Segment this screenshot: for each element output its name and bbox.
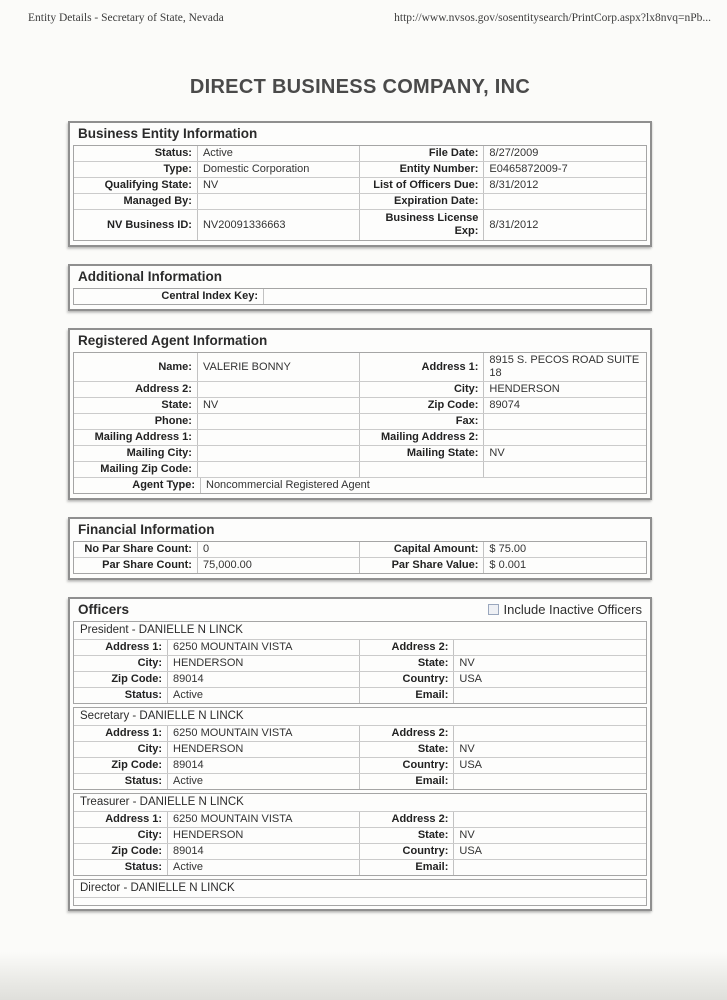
- field-value: 89014: [173, 845, 204, 857]
- field-pair: [360, 758, 646, 773]
- field-value: 89014: [173, 759, 204, 771]
- field-value: 6250 MOUNTAIN VISTA: [173, 727, 293, 739]
- officer-role-heading: Secretary - DANIELLE N LINCK: [74, 708, 646, 726]
- field-label: Address 1:: [74, 640, 168, 655]
- field-value: [484, 421, 646, 423]
- field-value: [198, 201, 359, 203]
- field-value: NV: [202, 399, 219, 411]
- field-value: 89074: [489, 399, 520, 411]
- field-pair: [360, 828, 646, 843]
- field-label: Address 1:: [360, 353, 484, 381]
- field-pair: [74, 672, 360, 687]
- field-pair: [360, 774, 646, 789]
- section-title: Additional Information: [78, 269, 222, 284]
- officer-block: [73, 793, 647, 876]
- section-officers: [68, 597, 652, 911]
- field-value: USA: [459, 759, 482, 771]
- field-label: Email:: [360, 774, 454, 789]
- field-value: [198, 389, 359, 391]
- field-label: State:: [360, 742, 454, 757]
- field-label: Entity Number:: [360, 162, 484, 177]
- field-value: 8/31/2012: [489, 179, 539, 191]
- officer-block: [73, 879, 647, 906]
- section-financial-information: [68, 517, 652, 580]
- field-value: Active: [173, 775, 204, 787]
- table-row: [74, 827, 646, 843]
- field-value: [198, 453, 359, 455]
- field-label: Par Share Value:: [360, 558, 484, 573]
- table-row: [74, 542, 646, 557]
- field-pair: [360, 353, 646, 381]
- field-value: 8/27/2009: [489, 147, 539, 159]
- section-title: Financial Information: [78, 522, 215, 537]
- field-pair: [74, 446, 360, 461]
- field-pair: [360, 688, 646, 703]
- field-value: [198, 421, 359, 423]
- field-pair: [360, 430, 646, 445]
- financial-information-table: [73, 541, 647, 574]
- field-label: Type:: [74, 162, 198, 177]
- section-business-entity-information: [68, 121, 652, 247]
- field-label: Address 1:: [74, 812, 168, 827]
- field-pair: [74, 430, 360, 445]
- field-pair: [74, 688, 360, 703]
- field-label: Mailing Address 2:: [360, 430, 484, 445]
- field-pair: [74, 178, 360, 193]
- table-row: [74, 687, 646, 703]
- field-value: [454, 647, 646, 649]
- field-label: [360, 462, 484, 477]
- field-pair: [74, 162, 360, 177]
- field-pair: [360, 542, 646, 557]
- field-pair: [360, 162, 646, 177]
- field-pair: [360, 414, 646, 429]
- field-pair: [74, 353, 360, 381]
- additional-information-table: [73, 288, 647, 305]
- table-row: [74, 193, 646, 209]
- field-label: Business License Exp:: [360, 210, 484, 240]
- field-pair: [74, 844, 360, 859]
- field-value: NV: [459, 829, 475, 841]
- table-row: [74, 757, 646, 773]
- field-pair: [360, 860, 646, 875]
- field-label: Name:: [74, 353, 198, 381]
- field-pair: [74, 414, 360, 429]
- field-pair: [74, 656, 360, 671]
- field-value: VALERIE BONNY: [202, 360, 291, 373]
- table-row: [74, 726, 646, 741]
- field-label: City:: [74, 742, 168, 757]
- field-label: Email:: [360, 860, 454, 875]
- field-pair: [360, 146, 646, 161]
- field-value: NV: [459, 743, 475, 755]
- table-row: [74, 461, 646, 477]
- table-row: [74, 557, 646, 573]
- officer-role-heading: President - DANIELLE N LINCK: [74, 622, 646, 640]
- field-label: Zip Code:: [74, 844, 168, 859]
- table-row: [74, 381, 646, 397]
- company-title: DIRECT BUSINESS COMPANY, INC: [189, 76, 531, 98]
- field-value: 75,000.00: [202, 559, 252, 571]
- field-label: Mailing Address 1:: [74, 430, 198, 445]
- field-label: Address 2:: [74, 382, 198, 397]
- table-row: [74, 859, 646, 875]
- section-title: Business Entity Information: [78, 126, 258, 141]
- field-value: USA: [459, 845, 482, 857]
- table-row: [74, 413, 646, 429]
- field-pair: [74, 382, 360, 397]
- table-row: [74, 353, 646, 381]
- field-value: [198, 469, 359, 471]
- field-pair: [74, 289, 646, 304]
- field-label: City:: [74, 828, 168, 843]
- field-value: USA: [459, 673, 482, 685]
- officer-role-heading: Director - DANIELLE N LINCK: [74, 880, 646, 898]
- scan-edge-shadow: [0, 952, 727, 1000]
- field-value: $ 75.00: [489, 543, 527, 555]
- field-pair: [74, 558, 360, 573]
- field-pair: [74, 860, 360, 875]
- table-row: [74, 429, 646, 445]
- field-label: Status:: [74, 146, 198, 161]
- field-value: 6250 MOUNTAIN VISTA: [173, 641, 293, 653]
- field-label: State:: [74, 398, 198, 413]
- field-value: [454, 781, 646, 783]
- print-header-url: http://www.nvsos.gov/sosentitysearch/PrintCorp.aspx?lx8nvq=nPb...: [394, 12, 711, 24]
- field-pair: [74, 478, 646, 493]
- field-pair: [74, 398, 360, 413]
- field-pair: [360, 812, 646, 827]
- table-row: [74, 671, 646, 687]
- field-label: Qualifying State:: [74, 178, 198, 193]
- officer-block: [73, 621, 647, 704]
- business-entity-table: [73, 145, 647, 241]
- field-pair: [360, 446, 646, 461]
- field-pair: [360, 742, 646, 757]
- field-pair: [74, 774, 360, 789]
- field-value: Active: [173, 689, 204, 701]
- field-pair: [74, 640, 360, 655]
- field-value: Domestic Corporation: [202, 163, 310, 175]
- table-row: [74, 741, 646, 757]
- table-row: [74, 655, 646, 671]
- field-label: Zip Code:: [74, 672, 168, 687]
- include-inactive-officers-checkbox[interactable]: [488, 604, 499, 615]
- section-title: Officers: [78, 602, 130, 617]
- table-row: [74, 843, 646, 859]
- section-registered-agent-information: [68, 328, 652, 500]
- field-value: Noncommercial Registered Agent: [206, 479, 370, 491]
- field-value: 6250 MOUNTAIN VISTA: [173, 813, 293, 825]
- field-label: Status:: [74, 860, 168, 875]
- field-value: [484, 469, 646, 471]
- field-value: [454, 733, 646, 735]
- field-pair: [360, 194, 646, 209]
- empty-row: [74, 898, 646, 905]
- field-pair: [74, 742, 360, 757]
- field-pair: [74, 146, 360, 161]
- field-pair: [360, 462, 646, 477]
- field-label: Country:: [360, 758, 454, 773]
- field-label: Email:: [360, 688, 454, 703]
- section-title: Registered Agent Information: [78, 333, 268, 348]
- field-pair: [360, 656, 646, 671]
- field-label: Expiration Date:: [360, 194, 484, 209]
- field-value: 0: [202, 543, 210, 555]
- field-pair: [360, 844, 646, 859]
- field-pair: [360, 558, 646, 573]
- field-label: Address 2:: [360, 640, 454, 655]
- field-label: State:: [360, 828, 454, 843]
- document-body: [68, 121, 652, 911]
- field-pair: [360, 382, 646, 397]
- field-label: State:: [360, 656, 454, 671]
- field-label: No Par Share Count:: [74, 542, 198, 557]
- field-value: 89014: [173, 673, 204, 685]
- field-label: Par Share Count:: [74, 558, 198, 573]
- field-pair: [74, 812, 360, 827]
- field-label: Fax:: [360, 414, 484, 429]
- field-pair: [74, 758, 360, 773]
- field-pair: [74, 726, 360, 741]
- field-pair: [74, 542, 360, 557]
- table-row: [74, 146, 646, 161]
- field-pair: [360, 726, 646, 741]
- field-value: [484, 437, 646, 439]
- field-value: Active: [173, 861, 204, 873]
- field-pair: [74, 462, 360, 477]
- table-row: [74, 640, 646, 655]
- field-pair: [74, 194, 360, 209]
- field-label: Country:: [360, 844, 454, 859]
- field-label: File Date:: [360, 146, 484, 161]
- field-label: Agent Type:: [74, 478, 201, 493]
- field-label: Mailing City:: [74, 446, 198, 461]
- field-label: Country:: [360, 672, 454, 687]
- registered-agent-table: [73, 352, 647, 494]
- table-row: [74, 812, 646, 827]
- field-label: City:: [74, 656, 168, 671]
- field-label: NV Business ID:: [74, 210, 198, 240]
- officers-header: [70, 599, 650, 621]
- table-row: [74, 773, 646, 789]
- officers-blocks: [70, 621, 650, 906]
- field-label: Zip Code:: [360, 398, 484, 413]
- field-pair: [360, 398, 646, 413]
- field-value: HENDERSON: [489, 383, 560, 395]
- officer-role-heading: Treasurer - DANIELLE N LINCK: [74, 794, 646, 812]
- field-label: Phone:: [74, 414, 198, 429]
- section-additional-information: [68, 264, 652, 311]
- field-label: City:: [360, 382, 484, 397]
- field-pair: [360, 672, 646, 687]
- table-row: [74, 397, 646, 413]
- field-value: [198, 437, 359, 439]
- field-value: [454, 867, 646, 869]
- field-value: E0465872009-7: [489, 163, 568, 175]
- table-row: [74, 177, 646, 193]
- field-pair: [360, 178, 646, 193]
- field-value: NV: [202, 179, 219, 191]
- field-label: Zip Code:: [74, 758, 168, 773]
- field-value: HENDERSON: [173, 829, 244, 841]
- field-label: Capital Amount:: [360, 542, 484, 557]
- field-label: Address 2:: [360, 812, 454, 827]
- field-pair: [360, 640, 646, 655]
- field-value: NV: [489, 447, 505, 459]
- print-header-title: Entity Details - Secretary of State, Nevada: [28, 12, 224, 24]
- table-row: [74, 477, 646, 493]
- field-label: Status:: [74, 774, 168, 789]
- field-label: Address 2:: [360, 726, 454, 741]
- include-inactive-officers: [488, 602, 643, 617]
- field-label: Status:: [74, 688, 168, 703]
- table-row: [74, 209, 646, 240]
- field-value: NV: [459, 657, 475, 669]
- field-label: List of Officers Due:: [360, 178, 484, 193]
- field-value: [454, 695, 646, 697]
- table-row: [74, 289, 646, 304]
- field-label: Central Index Key:: [74, 289, 264, 304]
- table-row: [74, 161, 646, 177]
- include-inactive-officers-label: Include Inactive Officers: [503, 602, 642, 617]
- field-value: $ 0.001: [489, 559, 527, 571]
- field-label: Mailing State:: [360, 446, 484, 461]
- field-value: 8/31/2012: [489, 218, 539, 231]
- field-value: [454, 819, 646, 821]
- print-header: [0, 0, 727, 24]
- field-label: Mailing Zip Code:: [74, 462, 198, 477]
- field-pair: [360, 210, 646, 240]
- table-row: [74, 445, 646, 461]
- officer-block: [73, 707, 647, 790]
- field-pair: [74, 210, 360, 240]
- field-value: 8915 S. PECOS ROAD SUITE 18: [489, 354, 640, 379]
- field-value: NV20091336663: [202, 218, 286, 231]
- field-value: HENDERSON: [173, 657, 244, 669]
- field-value: HENDERSON: [173, 743, 244, 755]
- field-label: Address 1:: [74, 726, 168, 741]
- field-pair: [74, 828, 360, 843]
- field-value: [264, 296, 646, 298]
- field-label: Managed By:: [74, 194, 198, 209]
- field-value: [484, 201, 646, 203]
- field-value: Active: [202, 147, 233, 159]
